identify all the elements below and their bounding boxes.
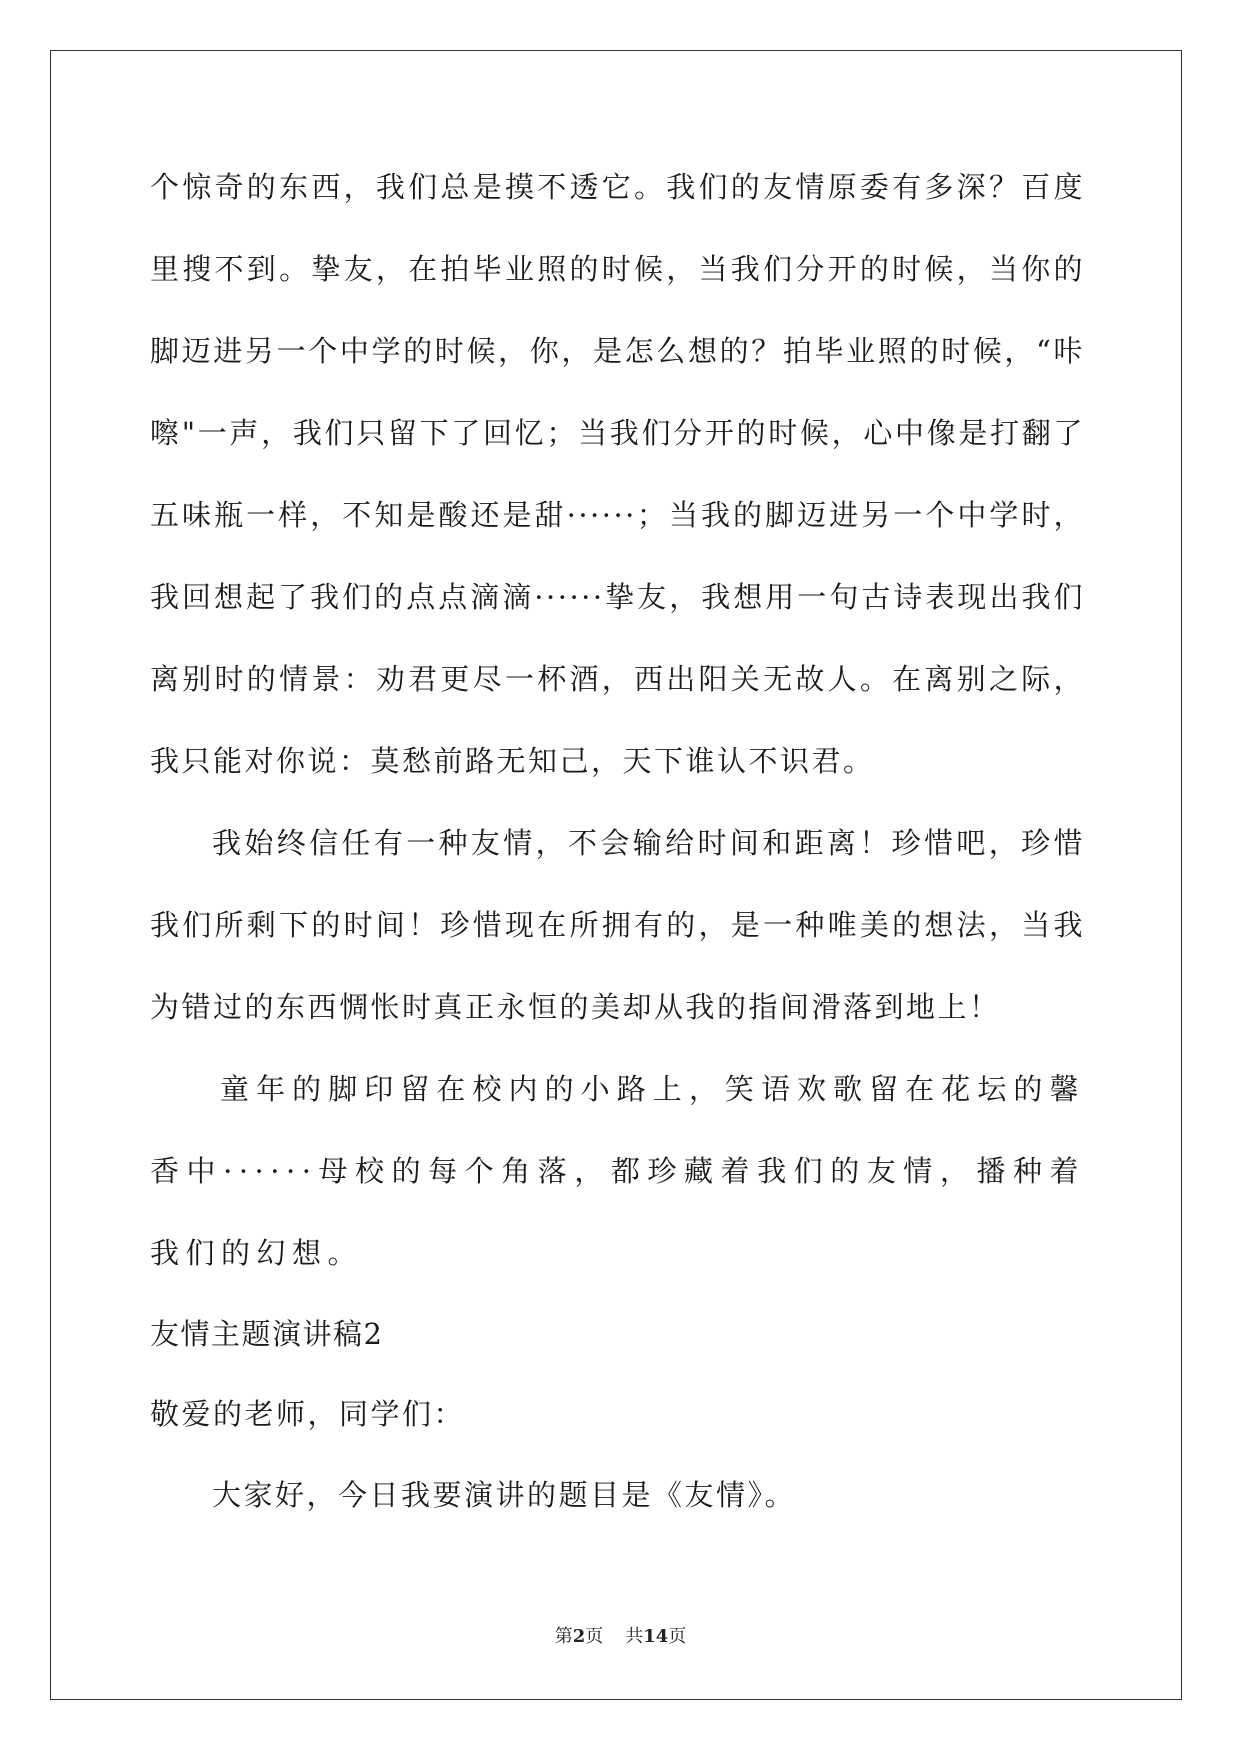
page-footer [0, 1622, 1241, 1648]
paragraph-continued: 个惊奇的东西，我们总是摸不透它。我们的友情原委有多深？百度里搜不到。挚友，在拍毕业照的时候，当我们分开的时候，当你的脚迈进另一个中学的时候，你，是怎么想的？拍毕业照的时候，“咔嚓"一声，我们只留下了回忆；当我们分开的时候，心中像是打翻了五味瓶一样，不知是酸还是甜······；当我的脚迈进另一个中学时，我回想起了我们的点点滴滴······挚友，我想用一句古诗表现出我们离别时的情景：劝君更尽一杯酒，西出阳关无故人。在离别之际，我只能对你说：莫愁前路无知己，天下谁认不识君。 [150, 170, 1085, 778]
footer-total-prefix: 共 [625, 1626, 644, 1647]
footer-page-number: 2 [572, 1626, 586, 1647]
footer-total-suffix: 页 [668, 1626, 687, 1647]
footer-total-pages: 14 [643, 1626, 669, 1647]
paragraph-treasure: 我始终信任有一种友情，不会输给时间和距离！珍惜吧，珍惜我们所剩下的时间！珍惜现在所拥有的，是一种唯美的想法，当我为错过的东西惆怅时真正永恒的美却从我的指间滑落到地上！ [150, 826, 1085, 1024]
footer-page-suffix: 页 [585, 1626, 604, 1647]
paragraph-greeting: 大家好，今日我要演讲的题目是《友情》。 [212, 1478, 797, 1512]
salutation: 敬爱的老师，同学们： [150, 1397, 466, 1431]
section-heading: 友情主题演讲稿2 [150, 1317, 384, 1351]
paragraph-childhood: 童年的脚印留在校内的小路上，笑语欢歌留在花坛的馨香中······母校的每个角落，都珍藏着我们的友情，播种着我们的幻想。 [150, 1072, 1085, 1270]
footer-prefix: 第 [554, 1626, 573, 1647]
document-body [150, 146, 1085, 1536]
